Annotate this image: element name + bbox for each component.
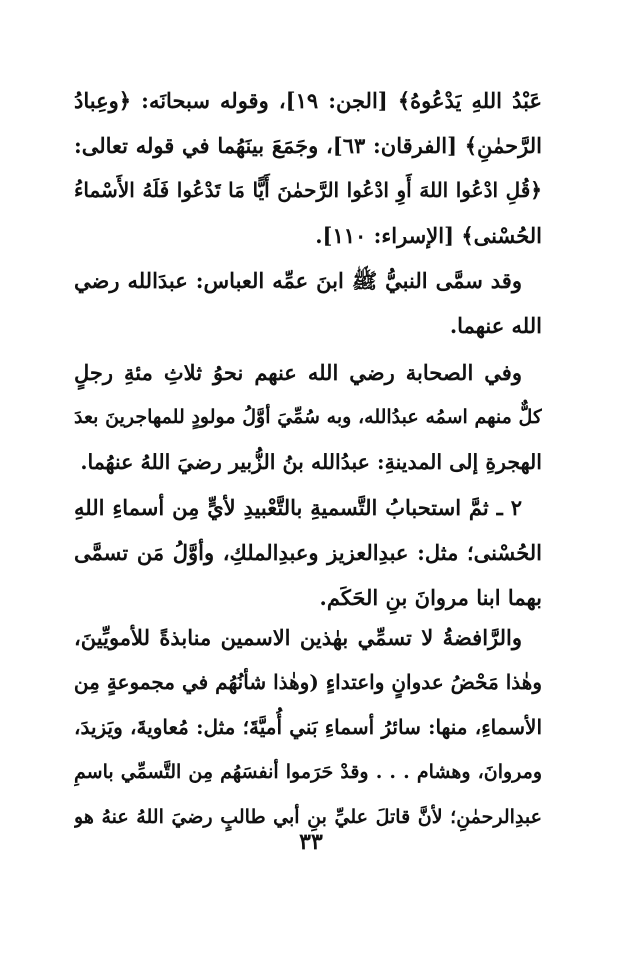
text-line: ٢ ـ ثمَّ استحبابُ التَّسميةِ بالتَّعْبيدِ لأيٍّ مِن أسماءِ اللهِ — [74, 495, 522, 520]
text-line: الحُسْنى﴾ [الإسراء: ١١٠]. — [315, 223, 542, 248]
paragraph-1 — [74, 78, 542, 258]
page-number: ٣٣ — [299, 829, 323, 855]
text-line: وقد سمَّى النبيُّ ﷺ ابنَ عمِّه العباس: عبدَالله رضي — [74, 268, 522, 293]
text-line: كلٌّ منهم اسمُه عبدُالله، وبه سُمِّيَ أوَّلُ مولودٍ للمهاجرينَ بعدَ — [74, 406, 542, 428]
paragraph-3 — [74, 350, 542, 485]
text-line: الحُسْنى؛ مثل: عبدِالعزيز وعبدِالملكِ، وأوَّلُ مَن تسمَّى — [74, 540, 542, 565]
text-line: ﴿قُلِ ادْعُوا اللهَ أَوِ ادْعُوا الرَّحمٰنَ أَيًّا مَا تَدْعُوا فَلَهُ الأَسْماءُ — [74, 178, 542, 202]
paragraph-2 — [74, 258, 542, 348]
text-line: الأسماءِ، منها: سائرُ أسماءِ بَني أُميَّةَ؛ مثل: مُعاويةَ، ويَزيدَ، — [74, 715, 542, 739]
text-line: الرَّحمٰنِ﴾ [الفرقان: ٦٣]، وجَمَعَ بينَهُما في قوله تعالى: — [74, 133, 542, 158]
text-line: الهجرةِ إلى المدينةِ: عبدُالله بنُ الزُّبير رضيَ اللهُ عنهُما. — [80, 450, 542, 474]
paragraph-5 — [74, 615, 542, 840]
paragraph-4 — [74, 485, 542, 620]
text-line: عَبْدُ اللهِ يَدْعُوهُ﴾ [الجن: ١٩]، وقوله سبحانَه: ﴿وعِبادُ — [74, 88, 542, 113]
text-line: والرَّافضةُ لا تسمِّي بهٰذين الاسمين منابذةً للأمويِّينَ، — [74, 625, 522, 650]
text-line: عبدِالرحمٰنِ؛ لأنَّ قاتلَ عليِّ بنِ أبي طالبٍ رضيَ اللهُ عنهُ هو — [74, 806, 542, 828]
text-line: الله عنهما. — [449, 313, 542, 338]
text-line: بهما ابنا مروانَ بنِ الحَكَم. — [319, 585, 542, 610]
text-line: ومروانَ، وهشام . . . وقدْ حَرَموا أنفسَهُم مِن التَّسمِّي باسمِ — [74, 761, 542, 783]
text-line: وفي الصحابة رضي الله عنهم نحوُ ثلاثِ مئةِ رجلٍ — [74, 360, 522, 385]
text-line: وهٰذا مَحْضُ عدوانٍ واعتداءٍ (وهٰذا شأنُهُم في مجموعةٍ مِن — [74, 670, 542, 694]
